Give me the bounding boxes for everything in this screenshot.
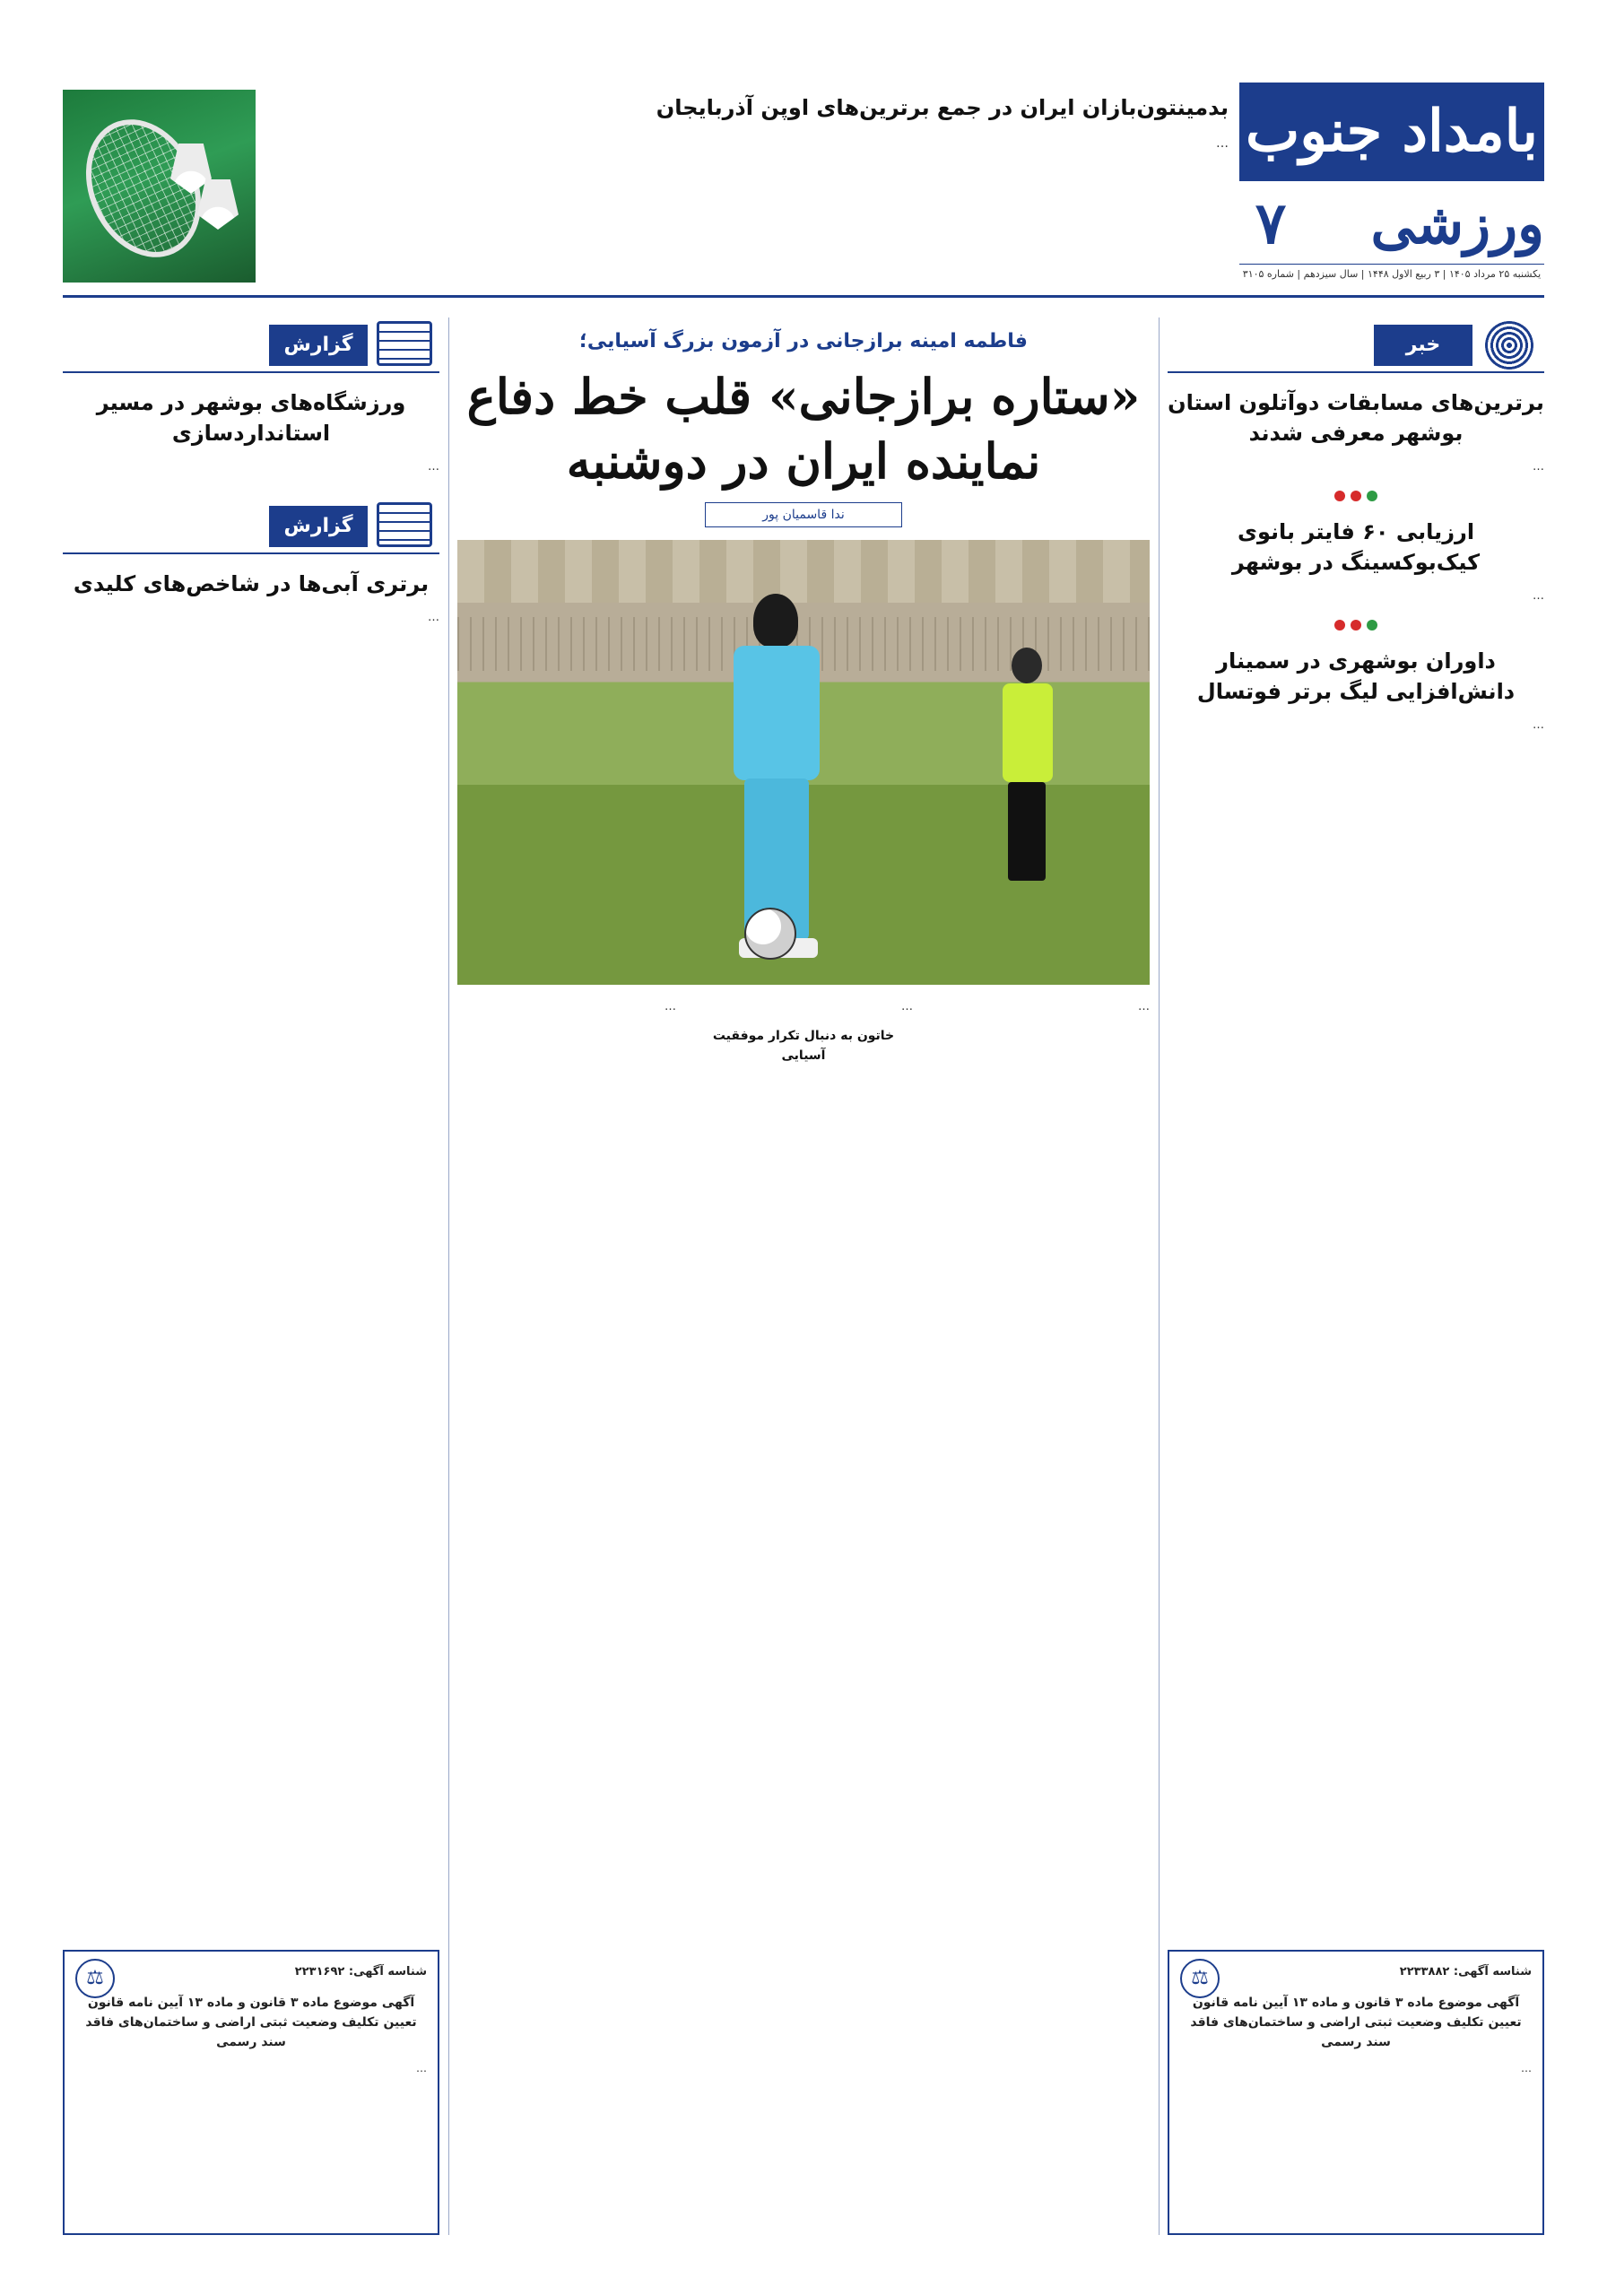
football-shape <box>744 908 796 960</box>
top-band <box>63 83 1544 298</box>
report-column <box>63 317 439 2235</box>
news-column <box>1168 317 1544 2235</box>
judiciary-seal-icon <box>75 1959 115 1998</box>
newspaper-page <box>63 83 1544 2235</box>
story-body: … <box>428 611 439 624</box>
feature-column-text: … <box>901 1000 913 1013</box>
section-name: ورزشی <box>1370 191 1544 257</box>
lead-title: بدمینتون‌بازان ایران در جمع برترین‌های اوپن آذربایجان <box>656 95 1229 120</box>
lead-body: … <box>1216 136 1229 151</box>
section-tab-report <box>63 499 439 554</box>
feature-headline <box>457 364 1150 493</box>
column-rule <box>448 317 449 2235</box>
badminton-photo <box>63 90 256 283</box>
shuttlecock-shape <box>197 179 239 230</box>
story-body: … <box>1533 589 1544 603</box>
notice-id: شناسه آگهی: ۲۲۳۱۶۹۲ <box>294 1965 427 1979</box>
dateline: یکشنبه ۲۵ مرداد ۱۴۰۵ | ۳ ربیع الاول ۱۴۴۸ | سال سیزدهم | شماره ۳۱۰۵ <box>1239 264 1544 283</box>
feature-column <box>694 997 913 1894</box>
separator-dots <box>1168 488 1544 502</box>
byline: ندا قاسمیان پور <box>705 502 902 527</box>
story-title: ارزیابی ۶۰ فایتر بانوی کیک‌بوکسینگ در بوشهر <box>1231 519 1481 575</box>
lead-story <box>63 90 1229 287</box>
story-title: برتری آبی‌ها در شاخص‌های کلیدی <box>73 571 430 596</box>
racket-shape <box>65 100 222 276</box>
referee-figure <box>995 648 1058 881</box>
notice-title: آگهی موضوع ماده ۳ قانون و ماده ۱۳ آیین نامه قانون تعیین تکلیف وضعیت ثبتی اراضی و ساختمان‌های فاقد سند رسمی <box>1190 1996 1522 2049</box>
separator-dots <box>1168 617 1544 631</box>
brand-box <box>1239 83 1544 284</box>
brand-logo: بامداد جنوب <box>1239 83 1544 181</box>
feature-subhead: خاتون به دنبال تکرار موفقیت آسیایی <box>712 1029 895 1063</box>
section-label: خبر <box>1374 325 1472 366</box>
feature-story <box>457 317 1150 2235</box>
football-photo <box>457 540 1150 985</box>
headline-line: نماینده ایران در دوشنبه <box>566 432 1041 490</box>
feature-kicker: فاطمه امینه برازجانی در آزمون بزرگ آسیایی؛ <box>579 330 1028 352</box>
headline-line: «ستاره برازجانی» قلب خط دفاع <box>466 368 1141 425</box>
notepad-icon <box>373 321 436 370</box>
notice-title: آگهی موضوع ماده ۳ قانون و ماده ۱۳ آیین نامه قانون تعیین تکلیف وضعیت ثبتی اراضی و ساختمان‌های فاقد سند رسمی <box>85 1996 417 2049</box>
section-tab-news <box>1168 317 1544 373</box>
page-number: ۷ <box>1255 190 1287 257</box>
globe-icon <box>1478 321 1541 370</box>
section-tab-report <box>63 317 439 373</box>
story-title: ورزشگاه‌های بوشهر در مسیر استانداردسازی <box>96 390 406 446</box>
masthead <box>1239 83 1544 284</box>
section-label: گزارش <box>269 506 368 547</box>
legal-notice <box>1168 1950 1544 2235</box>
feature-column: … <box>1138 1000 1150 1013</box>
notepad-icon <box>373 502 436 551</box>
notice-id: شناسه آگهی: ۲۲۳۳۸۸۲ <box>1399 1965 1532 1979</box>
legal-notice <box>63 1950 439 2235</box>
section-label: گزارش <box>269 325 368 366</box>
story-body: … <box>1533 718 1544 732</box>
story-title: برترین‌های مسابقات دوآتلون استان بوشهر معرفی شدند <box>1168 390 1544 446</box>
story-title: داوران بوشهری در سمینار دانش‌افزایی لیگ برتر فوتسال <box>1196 648 1516 704</box>
column-rule <box>1159 317 1160 2235</box>
feature-body <box>457 997 1150 1894</box>
story-body: … <box>428 460 439 474</box>
story-body: … <box>1533 460 1544 474</box>
notice-body: … <box>1521 2062 1532 2074</box>
notice-body: … <box>416 2062 427 2074</box>
judiciary-seal-icon <box>1180 1959 1220 1998</box>
feature-column: … <box>665 1000 676 1013</box>
